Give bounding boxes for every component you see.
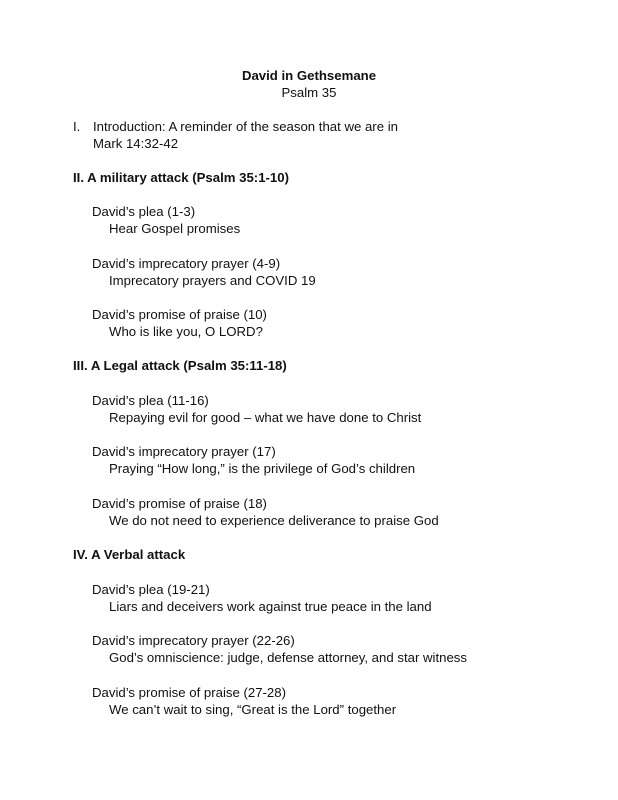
section-heading <box>73 357 287 374</box>
document-title: David in Gethsemane <box>241 68 377 83</box>
item-note: Imprecatory prayers and COVID 19 <box>109 273 316 288</box>
item-title: David’s promise of praise (18) <box>92 496 267 511</box>
item-note: Who is like you, O LORD? <box>109 324 263 339</box>
item-title: David’s plea (11-16) <box>92 393 209 408</box>
section-heading-text: IV. A Verbal attack <box>73 547 186 562</box>
title-block <box>0 67 618 101</box>
section-heading-text: II. A military attack (Psalm 35:1-10) <box>73 170 289 185</box>
outline-item <box>92 684 396 718</box>
intro-line-2: Mark 14:32-42 <box>93 136 179 151</box>
item-title: David’s plea (19-21) <box>92 582 210 597</box>
item-note: Hear Gospel promises <box>109 221 241 236</box>
section-heading <box>73 169 289 186</box>
outline-item <box>92 443 415 477</box>
document-subtitle: Psalm 35 <box>281 85 337 100</box>
item-note: Praying “How long,” is the privilege of God’s children <box>109 461 416 476</box>
outline-item <box>92 203 240 237</box>
item-title: David’s promise of praise (27-28) <box>92 685 286 700</box>
intro-section <box>73 118 398 152</box>
item-note: God’s omniscience: judge, defense attorney, and star witness <box>109 650 467 665</box>
item-note: We can’t wait to sing, “Great is the Lord” together <box>109 702 397 717</box>
item-title: David’s plea (1-3) <box>92 204 196 219</box>
intro-line-1: Introduction: A reminder of the season that we are in <box>93 119 398 134</box>
intro-number: I. <box>73 119 81 134</box>
outline-item <box>92 306 267 340</box>
outline-item <box>92 632 467 666</box>
item-title: David’s promise of praise (10) <box>92 307 267 322</box>
item-title: David’s imprecatory prayer (4-9) <box>92 256 281 271</box>
outline-item <box>92 495 439 529</box>
item-note: We do not need to experience deliverance to praise God <box>109 513 439 528</box>
item-note: Liars and deceivers work against true peace in the land <box>109 599 432 614</box>
item-title: David’s imprecatory prayer (22-26) <box>92 633 295 648</box>
item-note: Repaying evil for good – what we have done to Christ <box>109 410 422 425</box>
outline-item <box>92 392 421 426</box>
item-title: David’s imprecatory prayer (17) <box>92 444 276 459</box>
section-heading-text: III. A Legal attack (Psalm 35:11-18) <box>73 358 287 373</box>
section-heading <box>73 546 185 563</box>
outline-item <box>92 581 432 615</box>
outline-item <box>92 255 316 289</box>
